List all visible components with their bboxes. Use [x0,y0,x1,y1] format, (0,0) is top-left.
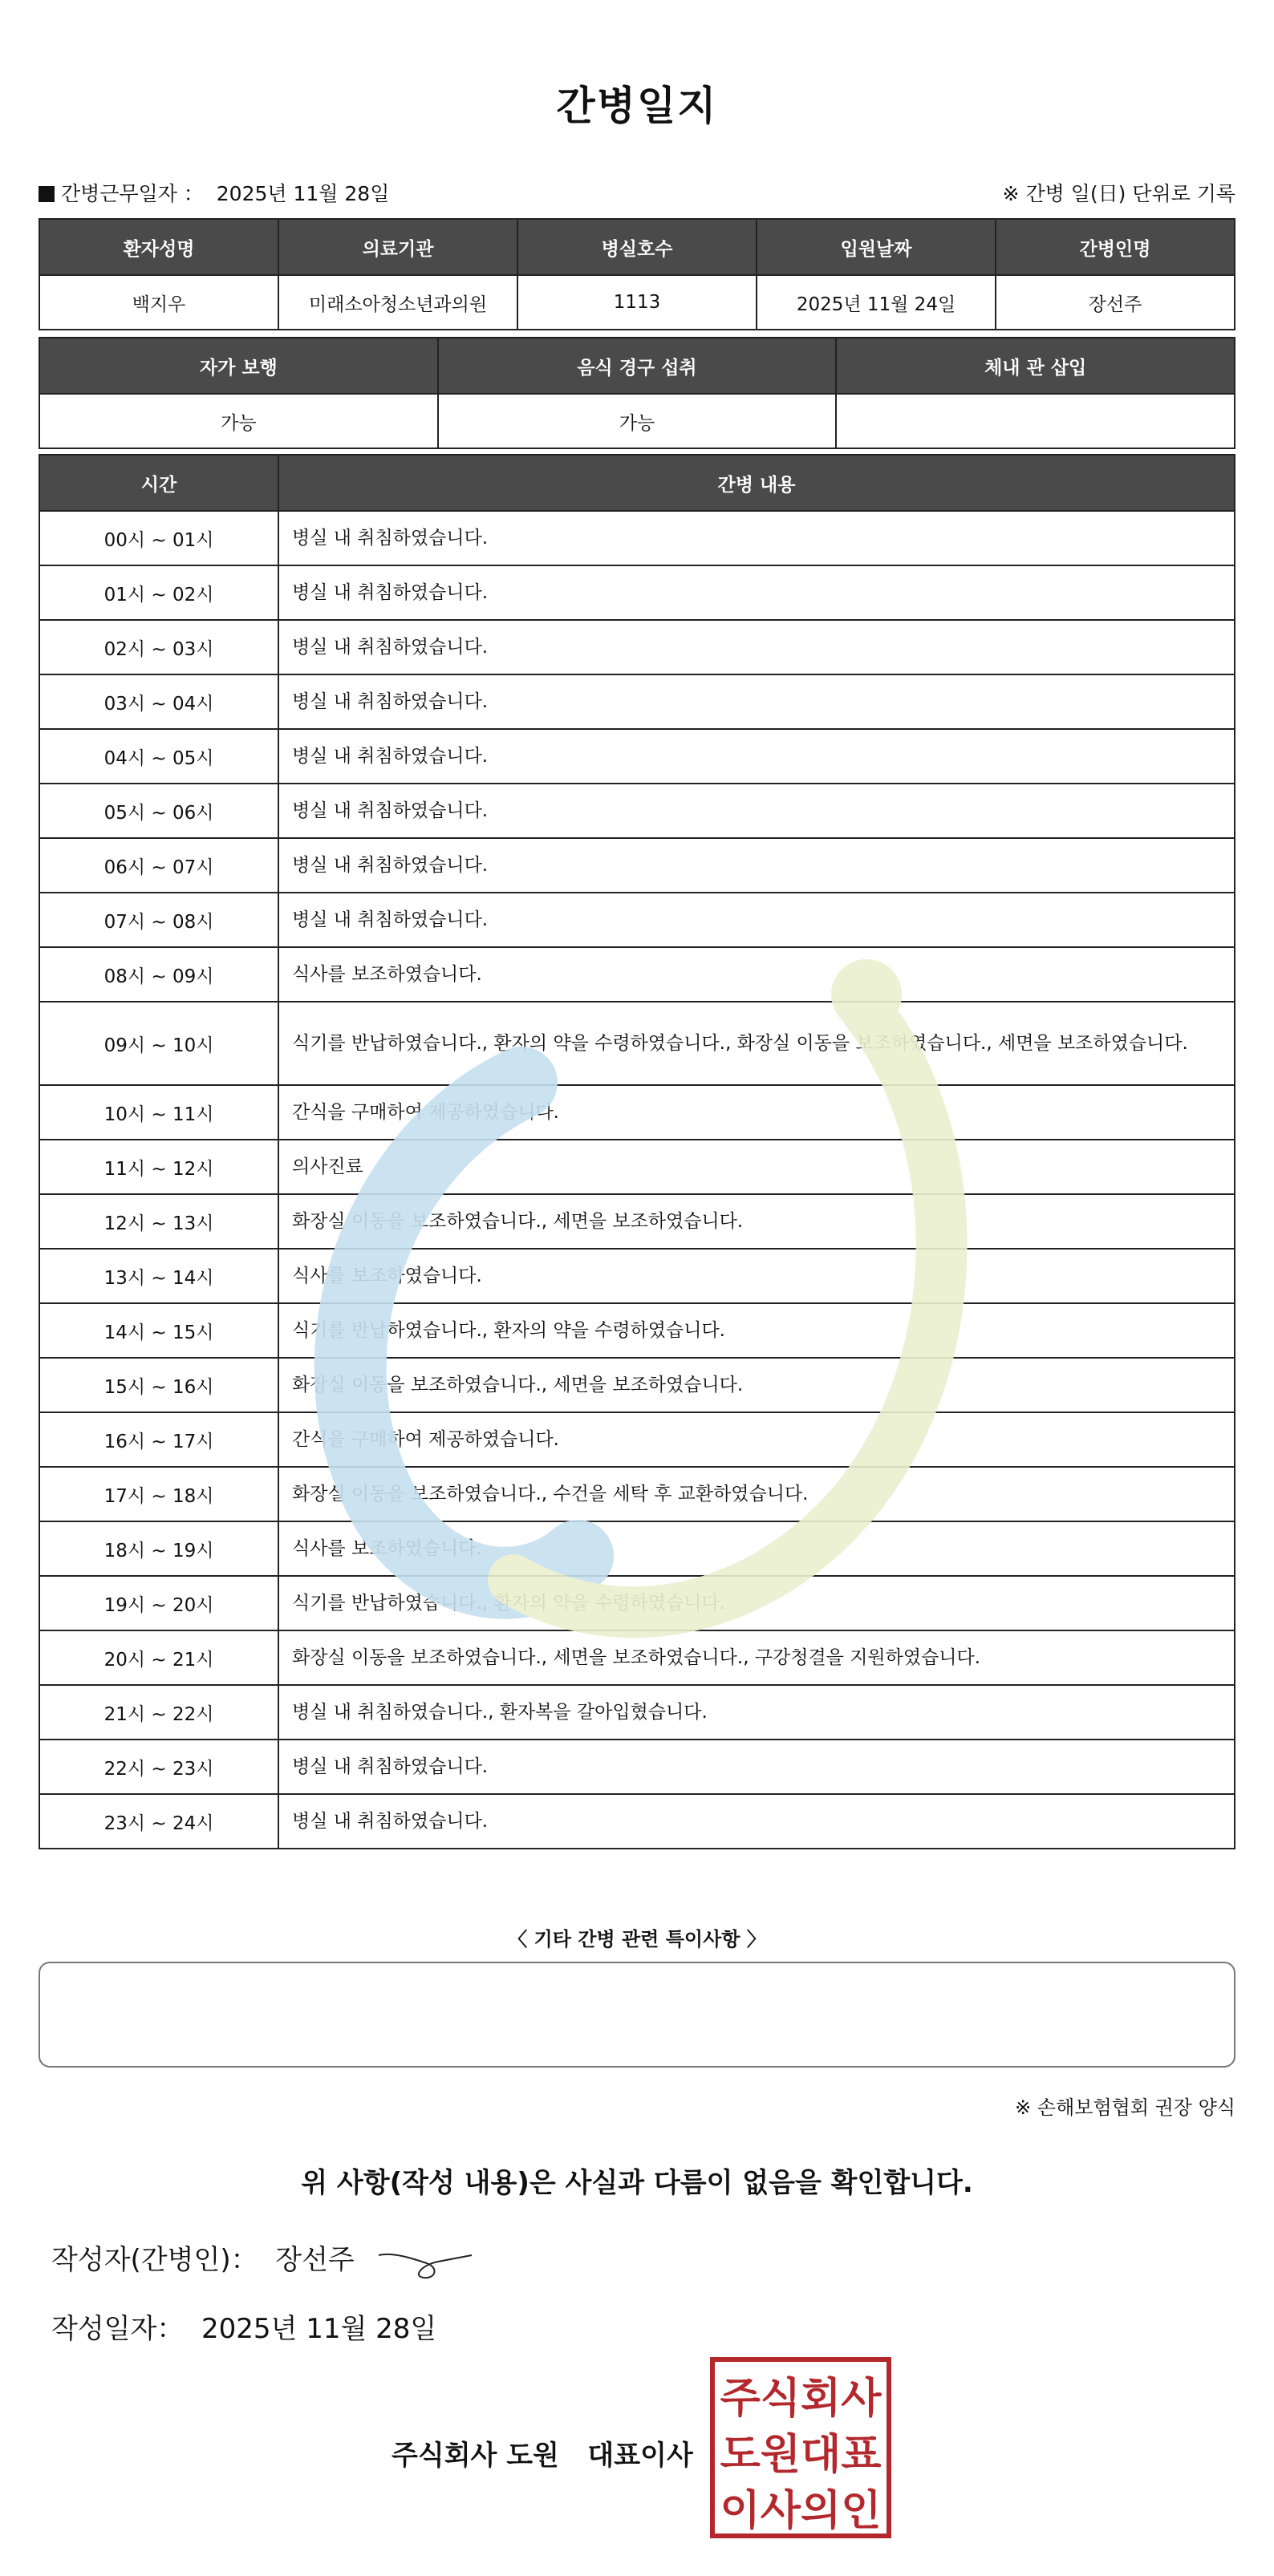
written-date-label: 작성일자： [51,2313,185,2345]
log-time: 17시 ~ 18시 [39,1467,278,1521]
log-content: 병실 내 취침하였습니다. [278,1794,1235,1849]
log-row [39,1740,1235,1794]
log-row [39,1249,1235,1303]
log-content: 화장실 이동을 보조하였습니다., 수건을 세탁 후 교환하였습니다. [278,1467,1235,1521]
seal-line: 도원대표 [720,2431,882,2479]
log-row [39,838,1235,893]
log-time: 06시 ~ 07시 [39,838,278,893]
log-content: 병실 내 취침하였습니다. [278,511,1235,565]
log-content: 식사를 보조하였습니다. [278,1521,1235,1576]
tube-insertion [836,394,1235,448]
log-content: 식기를 반납하였습니다., 환자의 약을 수령하였습니다. [278,1576,1235,1630]
seal-line: 이사의인 [720,2487,882,2535]
medical-institution: 미래소아청소년과의원 [278,275,517,330]
writer-name: 장선주 [275,2244,355,2276]
log-content: 의사진료 [278,1140,1235,1194]
log-row [39,1576,1235,1630]
log-time: 00시 ~ 01시 [39,511,278,565]
log-row [39,1521,1235,1576]
info-value-row [39,275,1235,330]
ability-header-row [39,338,1235,394]
log-row [39,784,1235,838]
info-header: 환자성명 [39,219,278,275]
log-row [39,1085,1235,1140]
signature-stroke [379,2254,472,2278]
log-content: 병실 내 취침하였습니다. [278,838,1235,893]
log-content: 화장실 이동을 보조하였습니다., 세면을 보조하였습니다. [278,1194,1235,1249]
signature-icon [377,2238,473,2286]
log-content: 식사를 보조하였습니다. [278,1249,1235,1303]
log-content: 식기를 반납하였습니다., 환자의 약을 수령하였습니다., 화장실 이동을 보조하였습니다., 세면을 보조하였습니다. [278,1002,1235,1085]
work-date [39,178,389,207]
log-row [39,729,1235,784]
admission-date: 2025년 11월 24일 [757,275,996,330]
writer-row [51,2238,355,2277]
patient-name: 백지우 [39,275,278,330]
meta-row [39,178,1235,207]
log-time: 04시 ~ 05시 [39,729,278,784]
log-time: 11시 ~ 12시 [39,1140,278,1194]
log-content: 화장실 이동을 보조하였습니다., 세면을 보조하였습니다. [278,1358,1235,1412]
log-row [39,1685,1235,1740]
log-content: 병실 내 취침하였습니다. [278,729,1235,784]
log-time: 05시 ~ 06시 [39,784,278,838]
log-time: 13시 ~ 14시 [39,1249,278,1303]
written-date-value: 2025년 11월 28일 [201,2313,437,2345]
work-date-label: 간병근무일자 ： [61,182,204,205]
log-time: 09시 ~ 10시 [39,1002,278,1085]
log-content: 병실 내 취침하였습니다. [278,893,1235,947]
log-time: 08시 ~ 09시 [39,947,278,1002]
recommend-note: ※ 손해보험협회 권장 양식 [1015,2096,1235,2119]
log-time: 15시 ~ 16시 [39,1358,278,1412]
ability-value-row [39,394,1235,448]
work-date-value: 2025년 11월 28일 [216,182,390,205]
company-seal-icon [709,2356,892,2539]
room-number: 1113 [517,275,757,330]
log-time: 07시 ~ 08시 [39,893,278,947]
ability-header: 자가 보행 [39,338,438,394]
log-content: 병실 내 취침하였습니다. [278,674,1235,729]
log-time: 22시 ~ 23시 [39,1740,278,1794]
confirmation-statement: 위 사항(작성 내용)은 사실과 다름이 없음을 확인합니다. [301,2167,973,2199]
ability-header: 음식 경구 섭취 [438,338,837,394]
log-body [39,511,1235,1849]
info-header: 병실호수 [517,219,757,275]
info-header-row [39,219,1235,275]
company-signoff [392,2433,693,2473]
log-row [39,1358,1235,1412]
company-role: 대표이사 [587,2440,693,2472]
ability-header: 체내 관 삽입 [836,338,1235,394]
log-time: 12시 ~ 13시 [39,1194,278,1249]
log-time: 20시 ~ 21시 [39,1630,278,1685]
log-content: 간식을 구매하여 제공하였습니다. [278,1085,1235,1140]
log-row [39,1194,1235,1249]
log-time: 14시 ~ 15시 [39,1303,278,1358]
log-time: 10시 ~ 11시 [39,1085,278,1140]
record-note: ※ 간병 일(日) 단위로 기록 [1002,182,1235,205]
caregiver-name: 장선주 [996,275,1235,330]
log-time: 18시 ~ 19시 [39,1521,278,1576]
log-time: 01시 ~ 02시 [39,565,278,620]
log-content: 병실 내 취침하였습니다. [278,1740,1235,1794]
log-header-row [39,455,1235,511]
log-content: 병실 내 취침하였습니다. [278,565,1235,620]
log-time: 21시 ~ 22시 [39,1685,278,1740]
care-log-table [39,454,1235,1849]
log-row [39,1467,1235,1521]
log-time: 02시 ~ 03시 [39,620,278,674]
company-name: 주식회사 도원 [392,2440,559,2472]
log-row [39,1303,1235,1358]
log-time: 03시 ~ 04시 [39,674,278,729]
log-content: 병실 내 취침하였습니다. [278,620,1235,674]
log-row [39,620,1235,674]
log-row [39,565,1235,620]
info-header: 입원날짜 [757,219,996,275]
info-header: 의료기관 [278,219,517,275]
log-content: 식사를 보조하였습니다. [278,947,1235,1002]
patient-info-table [39,218,1235,330]
log-row [39,1412,1235,1467]
log-content: 병실 내 취침하였습니다. [278,784,1235,838]
self-walking: 가능 [39,394,438,448]
written-date-row [51,2307,436,2346]
page-title: 간병일지 [556,83,718,129]
log-row [39,674,1235,729]
log-row [39,1002,1235,1085]
writer-label: 작성자(간병인)： [51,2244,258,2276]
log-row [39,1140,1235,1194]
log-content: 화장실 이동을 보조하였습니다., 세면을 보조하였습니다., 구강청결을 지원하였습니다. [278,1630,1235,1685]
square-bullet-icon [39,186,55,202]
log-time: 19시 ~ 20시 [39,1576,278,1630]
log-content: 간식을 구매하여 제공하였습니다. [278,1412,1235,1467]
time-header: 시간 [39,455,278,511]
log-row [39,1794,1235,1849]
log-time: 23시 ~ 24시 [39,1794,278,1849]
notes-heading: 〈 기타 간병 관련 특이사항 〉 [508,1928,766,1950]
log-row [39,1630,1235,1685]
notes-box [39,1962,1235,2068]
oral-intake: 가능 [438,394,837,448]
seal-line: 주식회사 [720,2375,882,2423]
log-content: 병실 내 취침하였습니다., 환자복을 갈아입혔습니다. [278,1685,1235,1740]
log-row [39,511,1235,565]
patient-ability-table [39,337,1235,449]
log-content: 식기를 반납하였습니다., 환자의 약을 수령하였습니다. [278,1303,1235,1358]
log-time: 16시 ~ 17시 [39,1412,278,1467]
content-header: 간병 내용 [278,455,1235,511]
info-header: 간병인명 [996,219,1235,275]
log-row [39,947,1235,1002]
log-row [39,893,1235,947]
